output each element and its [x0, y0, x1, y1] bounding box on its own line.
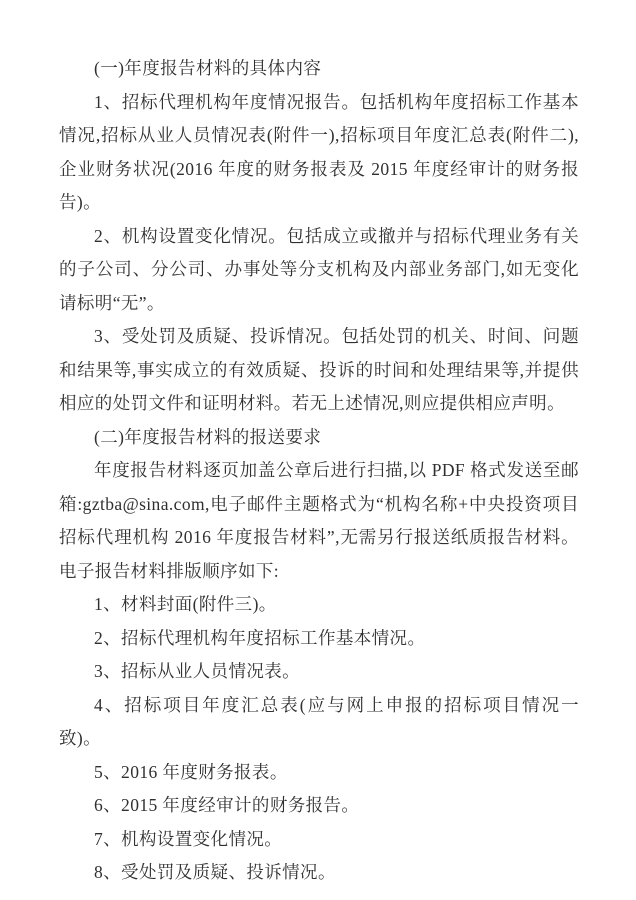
- order-item-8: 8、受处罚及质疑、投诉情况。: [94, 862, 336, 882]
- item-org-changes: 2、机构设置变化情况。包括成立或撤并与招标代理业务有关的子公司、分公司、办事处等分支机构及内部业务部门,如无变化请标明“无”。: [59, 225, 579, 313]
- order-item-5: 5、2016 年度财务报表。: [94, 761, 288, 782]
- submission-instructions: 年度报告材料逐页加盖公章后进行扫描,以 PDF 格式发送至邮箱:gztba@sina.com,电子邮件主题格式为“机构名称+中央投资项目招标代理机构 2016 年度报告材料”,无需另行报送纸质报告材料。电子报告材料排版顺序如下:: [59, 460, 579, 581]
- order-item-3: 3、招标从业人员情况表。: [94, 661, 301, 681]
- order-item-1: 1、材料封面(附件三)。: [94, 594, 277, 614]
- item-annual-report: 1、招标代理机构年度情况报告。包括机构年度招标工作基本情况,招标从业人员情况表(附件一),招标项目年度汇总表(附件二),企业财务状况(2016 年度的财务报表及 2015 年度经审计的财务报告)。: [59, 91, 579, 212]
- order-item-4: 4、招标项目年度汇总表(应与网上申报的招标项目情况一致)。: [59, 694, 579, 748]
- section-heading-1: (一)年度报告材料的具体内容: [94, 58, 322, 78]
- order-item-2: 2、招标代理机构年度招标工作基本情况。: [94, 627, 426, 648]
- order-item-7: 7、机构设置变化情况。: [94, 828, 283, 849]
- document-body: [59, 52, 579, 890]
- order-item-6: 6、2015 年度经审计的财务报告。: [94, 795, 360, 815]
- item-penalties: 3、受处罚及质疑、投诉情况。包括处罚的机关、时间、问题和结果等,事实成立的有效质疑、投诉的时间和处理结果等,并提供相应的处罚文件和证明材料。若无上述情况,则应提供相应声明。: [59, 326, 579, 413]
- section-heading-2: (二)年度报告材料的报送要求: [94, 426, 322, 447]
